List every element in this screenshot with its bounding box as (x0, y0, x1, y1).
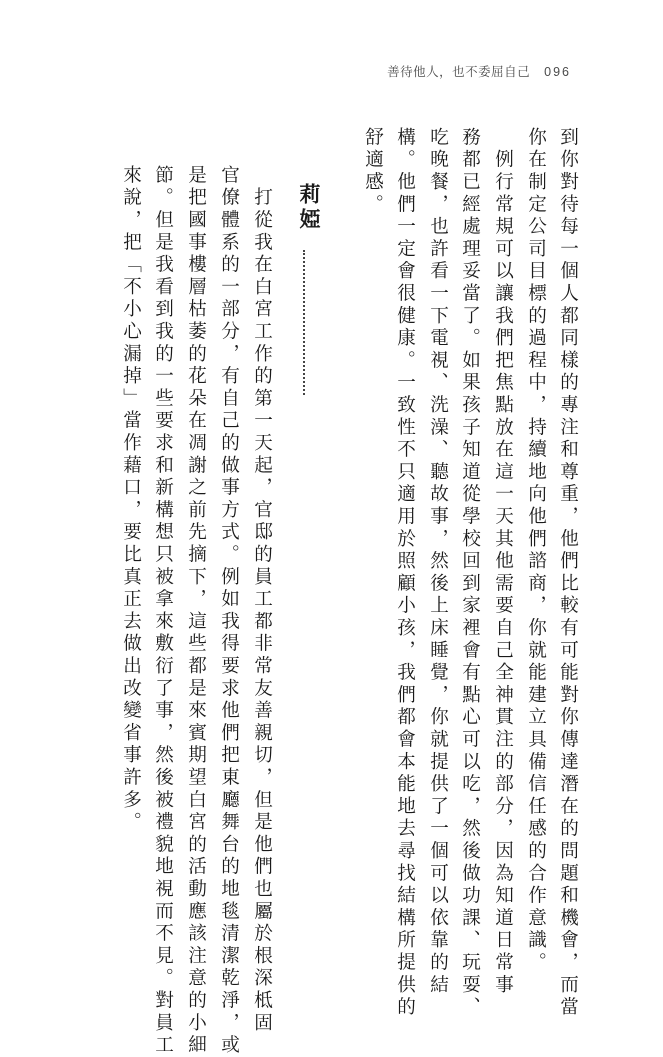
text-column: 來說，把「不小心漏掉」當作藉口，要比真正去做出改變省事許多。 (120, 165, 142, 834)
text-column: 是把國事樓層枯萎的花朵在凋謝之前先摘下，這些都是來賓期望白宮的活動應該注意的小細 (185, 165, 207, 1057)
text-column: 吃晚餐，也許看一下電視、洗澡、聽故事，然後上床睡覺，你就提供了一個可以依靠的結 (427, 127, 449, 997)
text-column: 例行常規可以讓我們把焦點放在這一天其他需要自己全神貫注的部分，因為知道日常事 (492, 127, 514, 997)
text-column: 舒適感。 (362, 127, 384, 217)
text-column: 構。他們一定會很健康。一致性不只適用於照顧小孩，我們都會本能地去尋找結構所提供的 (394, 127, 416, 1019)
text-column: 打從我在白宮工作的第一天起，官邸的員工都非常友善親切，但是他們也屬於根深柢固 (251, 165, 273, 1035)
page-number: 096 (544, 65, 571, 79)
text-column: 到你對待每一個人都同樣的專注和尊重，他們比較有可能對你傳達潛在的問題和機會，而當 (557, 127, 579, 1019)
running-header (387, 62, 571, 80)
book-title: 善待他人，也不委屈自己 (387, 64, 531, 79)
text-column: 官僚體系的一部分，有自己的做事方式。例如我得要求他們把東廳舞台的地毯清潔乾淨，或 (218, 165, 240, 1057)
section-heading: 莉婭 (297, 183, 321, 233)
text-column: 你在制定公司目標的過程中，持續地向他們諮商，你就能建立具備信任感的合作意識。 (525, 127, 547, 975)
dotted-rule (303, 250, 305, 395)
text-column: 節。但是我看到我的一些要求和新構想只被拿來敷衍了事，然後被禮貌地視而不見。對員工 (152, 165, 174, 1057)
text-column: 務都已經處理妥當了。如果孩子知道從學校回到家裡會有點心可以吃，然後做功課、玩耍、 (459, 127, 481, 1019)
